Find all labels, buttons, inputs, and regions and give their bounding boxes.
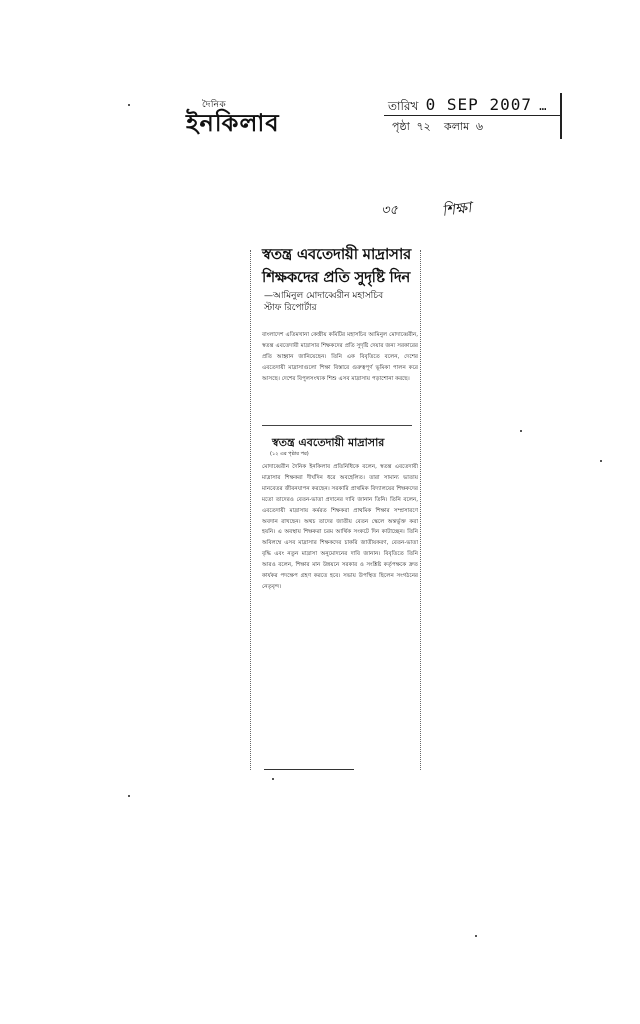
- article-headline: স্বতন্ত্র এবতেদায়ী মাদ্রাসার শিক্ষকদের প্রতি সুদৃষ্টি দিন: [262, 245, 411, 286]
- continued-note: (১২ এর পৃষ্ঠার পর): [270, 451, 309, 457]
- stamp-page-row: [392, 118, 483, 137]
- stamp-page: ৭২: [416, 120, 431, 133]
- stamp-divider: [384, 115, 560, 116]
- stamp-date-label: তারিখ: [388, 99, 419, 113]
- scan-speck: [128, 795, 130, 797]
- byline-reporter: স্টাফ রিপোর্টার: [264, 303, 317, 313]
- clipping-edge-left: [250, 250, 251, 770]
- byline-author: —আমিনুল মোদাব্বেরীন মহাসচিব: [264, 291, 384, 301]
- scan-speck: [272, 778, 274, 780]
- article-subhead: স্বতন্ত্র এবতেদায়ী মাদ্রাসার: [272, 436, 385, 449]
- article-byline: [264, 290, 424, 314]
- scan-speck: [475, 935, 477, 937]
- section-rule: [262, 425, 412, 426]
- annotation-number: ৩৫: [381, 203, 398, 218]
- stamp-page-label: পৃষ্ঠা: [392, 120, 410, 133]
- article-body-part1: বাংলাদেশ এতিমখানা কেন্দ্রীয় কমিটির মহাসচিব আমিনুল মোদাব্বেরীন, স্বতন্ত্র এবতেদায়ী মাদ্রাসার শিক্ষকদের প্রতি সুদৃষ্টি দেয়ার জন্য সরকারের প্রতি আহ্বান জানিয়েছেন। তিনি এক বিবৃতিতে বলেন, দেশের এবতেদায়ী মাদ্রাসাগুলো শিক্ষা বিস্তারে গুরুত্বপূর্ণ ভূমিকা পালন করে আসছে। দেশের বিপুলসংখ্যক শিশু এসব মাদ্রাসায় পড়াশোনা করছে।: [262, 332, 418, 382]
- stamp-column-label: কলাম: [444, 120, 470, 133]
- scan-speck: [128, 104, 130, 106]
- article-end-rule: [264, 769, 354, 770]
- date-stamp: [384, 93, 562, 139]
- scan-speck: [600, 460, 602, 462]
- scan-speck: [520, 430, 522, 432]
- masthead-title: ইনকিলাব: [186, 109, 280, 137]
- stamp-date-row: তারিখ 0 SEP 2007 …: [388, 95, 547, 114]
- clipping-edge-right: [420, 250, 421, 770]
- masthead-tagline: দৈনিক: [202, 100, 227, 110]
- stamp-date: 0 SEP 2007: [425, 95, 532, 114]
- article-body-part2: মোদাব্বেরীন দৈনিক ইনকিলাব প্রতিনিধিকে বলেন, স্বতন্ত্র এবতেদায়ী মাদ্রাসার শিক্ষকরা দীর্ঘদিন ধরে অবহেলিত। তারা সামান্য ভাতায় মানবেতর জীবনযাপন করছেন। সরকারি প্রাথমিক বিদ্যালয়ের শিক্ষকদের মতো তাদেরও বেতন-ভাতা প্রদানের দাবি জানান তিনি। তিনি বলেন, এবতেদায়ী মাদ্রাসায় কর্মরত শিক্ষকরা প্রাথমিক শিক্ষার সম্প্রসারণে অবদান রাখছেন। অথচ তাদের জাতীয় বেতন স্কেলে অন্তর্ভুক্ত করা হয়নি। এ অবস্থায় শিক্ষকরা চরম আর্থিক সংকটে দিন কাটাচ্ছেন। তিনি অবিলম্বে এসব মাদ্রাসার শিক্ষকদের চাকরি জাতীয়করণ, বেতন-ভাতা বৃদ্ধি এবং নতুন মাদ্রাসা অনুমোদনের দাবি জানান। বিবৃতিতে তিনি আরও বলেন, শিক্ষার মান উন্নয়নে সরকার ও সংশ্লিষ্ট কর্তৃপক্ষকে দ্রুত কার্যকর পদক্ষেপ গ্রহণ করতে হবে। সভায় উপস্থিত ছিলেন সংগঠনের নেতৃবৃন্দ।: [262, 464, 418, 590]
- stamp-column: ৬: [475, 120, 483, 133]
- annotation-handwritten: শিক্ষা: [440, 198, 473, 220]
